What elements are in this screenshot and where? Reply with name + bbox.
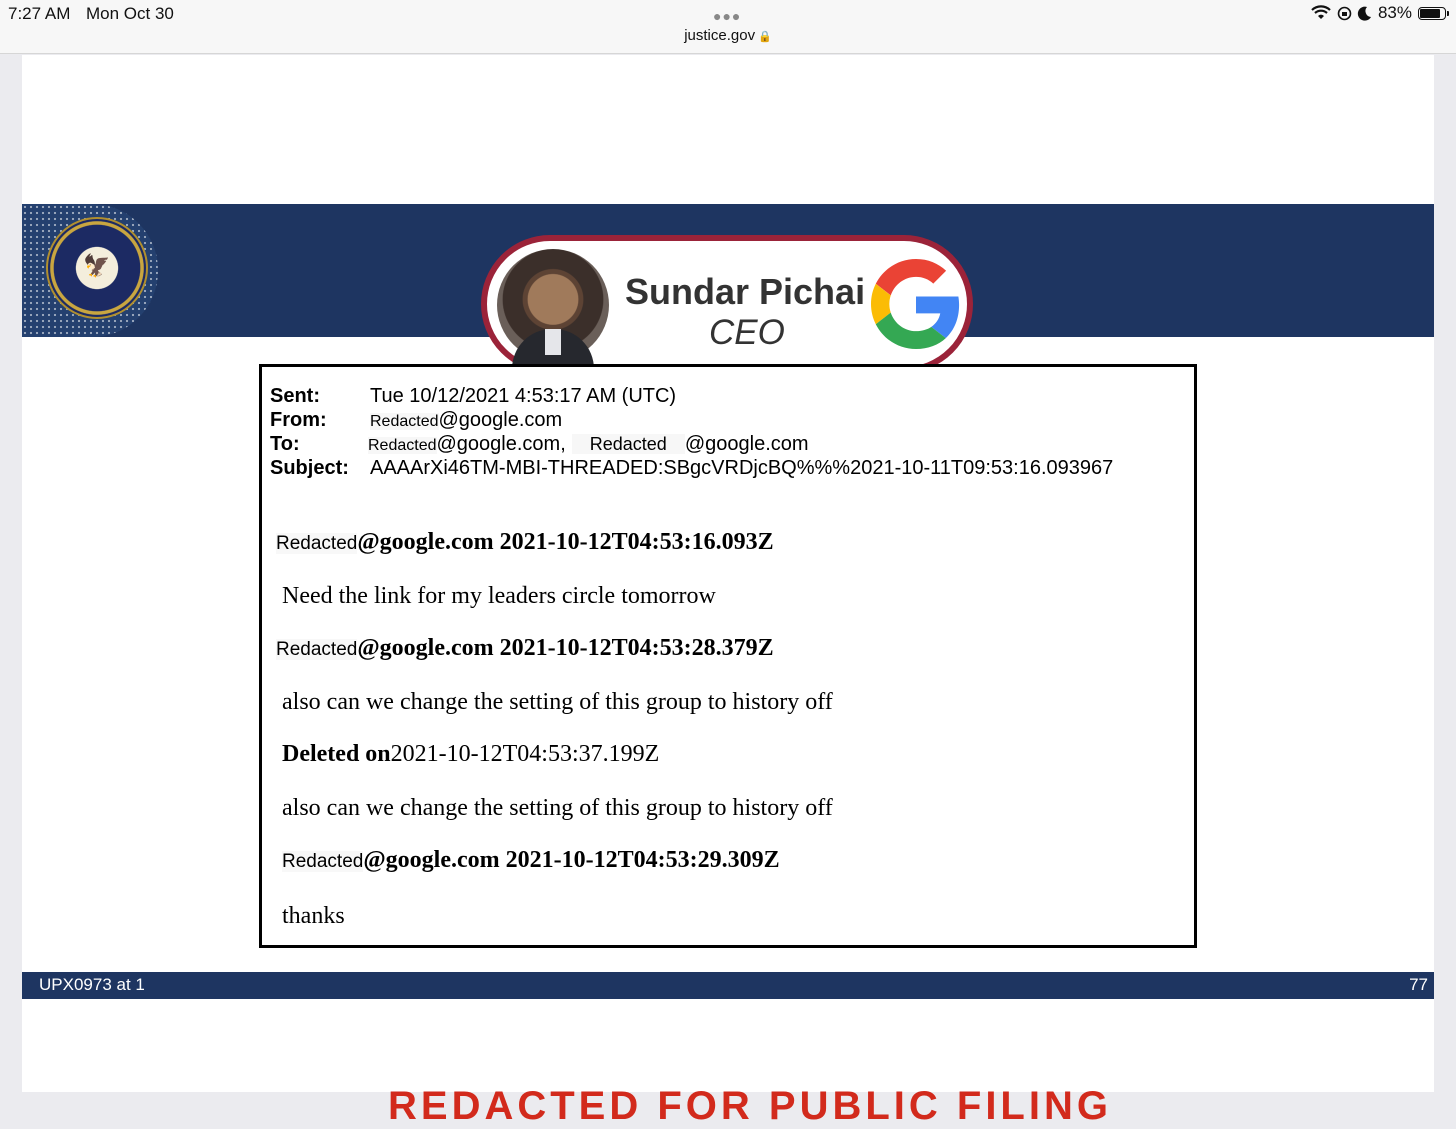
status-bar — [0, 0, 1456, 54]
redaction-box: Redacted — [370, 413, 439, 430]
to-value: Redacted@google.com, Redacted @google.com — [368, 433, 809, 455]
deleted-notice: Deleted on2021-10-12T04:53:37.199Z — [282, 741, 660, 767]
battery-percent: 83% — [1377, 3, 1412, 22]
avatar — [497, 249, 609, 361]
redaction-box: Redacted — [368, 437, 437, 454]
battery-icon — [1418, 7, 1446, 20]
multitasking-dots-icon[interactable]: ●●● — [713, 8, 742, 24]
email-document — [259, 364, 1197, 948]
chat-message-text: also can we change the setting of this group to history off — [282, 795, 833, 821]
battery-fill — [1420, 9, 1440, 18]
redaction-box: Redacted — [276, 639, 358, 660]
status-time: 7:27 AM — [8, 4, 71, 23]
sent-value: Tue 10/12/2021 4:53:17 AM (UTC) — [370, 385, 677, 407]
status-icons — [1311, 3, 1446, 23]
redaction-box: Redacted — [276, 533, 358, 554]
status-date: Mon Oct 30 — [86, 4, 174, 23]
subject-label: Subject: — [270, 457, 349, 479]
person-badge — [481, 235, 973, 373]
chat-message-text: also can we change the setting of this group to history off — [282, 689, 833, 715]
orientation-lock-icon — [1337, 6, 1352, 21]
person-role: CEO — [709, 313, 785, 352]
subject-value: AAAArXi46TM-MBI-THREADED:SBgcVRDjcBQ%%%2021-10-11T09:53:16.093967 — [370, 457, 1114, 479]
redaction-box: Redacted — [572, 434, 685, 454]
page-number: 77 — [1409, 975, 1428, 994]
url-text: justice.gov — [684, 27, 756, 44]
sent-label: Sent: — [270, 385, 320, 407]
chat-message-header: Redacted@google.com 2021-10-12T04:53:28.379Z — [276, 635, 774, 661]
footer-band — [22, 972, 1434, 999]
doj-seal-icon — [46, 217, 148, 319]
chat-message-text: Need the link for my leaders circle tomorrow — [282, 583, 716, 609]
redaction-stamp: REDACTED FOR PUBLIC FILING — [388, 1084, 1112, 1128]
chat-message-header: Redacted@google.com 2021-10-12T04:53:29.309Z — [282, 847, 780, 873]
to-label: To: — [270, 433, 300, 455]
exhibit-label: UPX0973 at 1 — [39, 975, 145, 994]
from-value: Redacted@google.com — [370, 409, 563, 431]
google-logo-icon — [871, 259, 961, 349]
chat-message-header: Redacted@google.com 2021-10-12T04:53:16.093Z — [276, 529, 774, 555]
wifi-icon — [1311, 5, 1331, 21]
redaction-box: Redacted — [282, 851, 364, 872]
address-bar[interactable] — [0, 27, 1456, 44]
person-name: Sundar Pichai — [625, 271, 866, 312]
eagle-icon: 🦅 — [83, 252, 111, 278]
moon-icon — [1358, 6, 1372, 21]
from-label: From: — [270, 409, 327, 431]
lock-icon: 🔒 — [758, 31, 772, 43]
slide — [22, 55, 1434, 1128]
chat-message-text: thanks — [282, 903, 345, 929]
